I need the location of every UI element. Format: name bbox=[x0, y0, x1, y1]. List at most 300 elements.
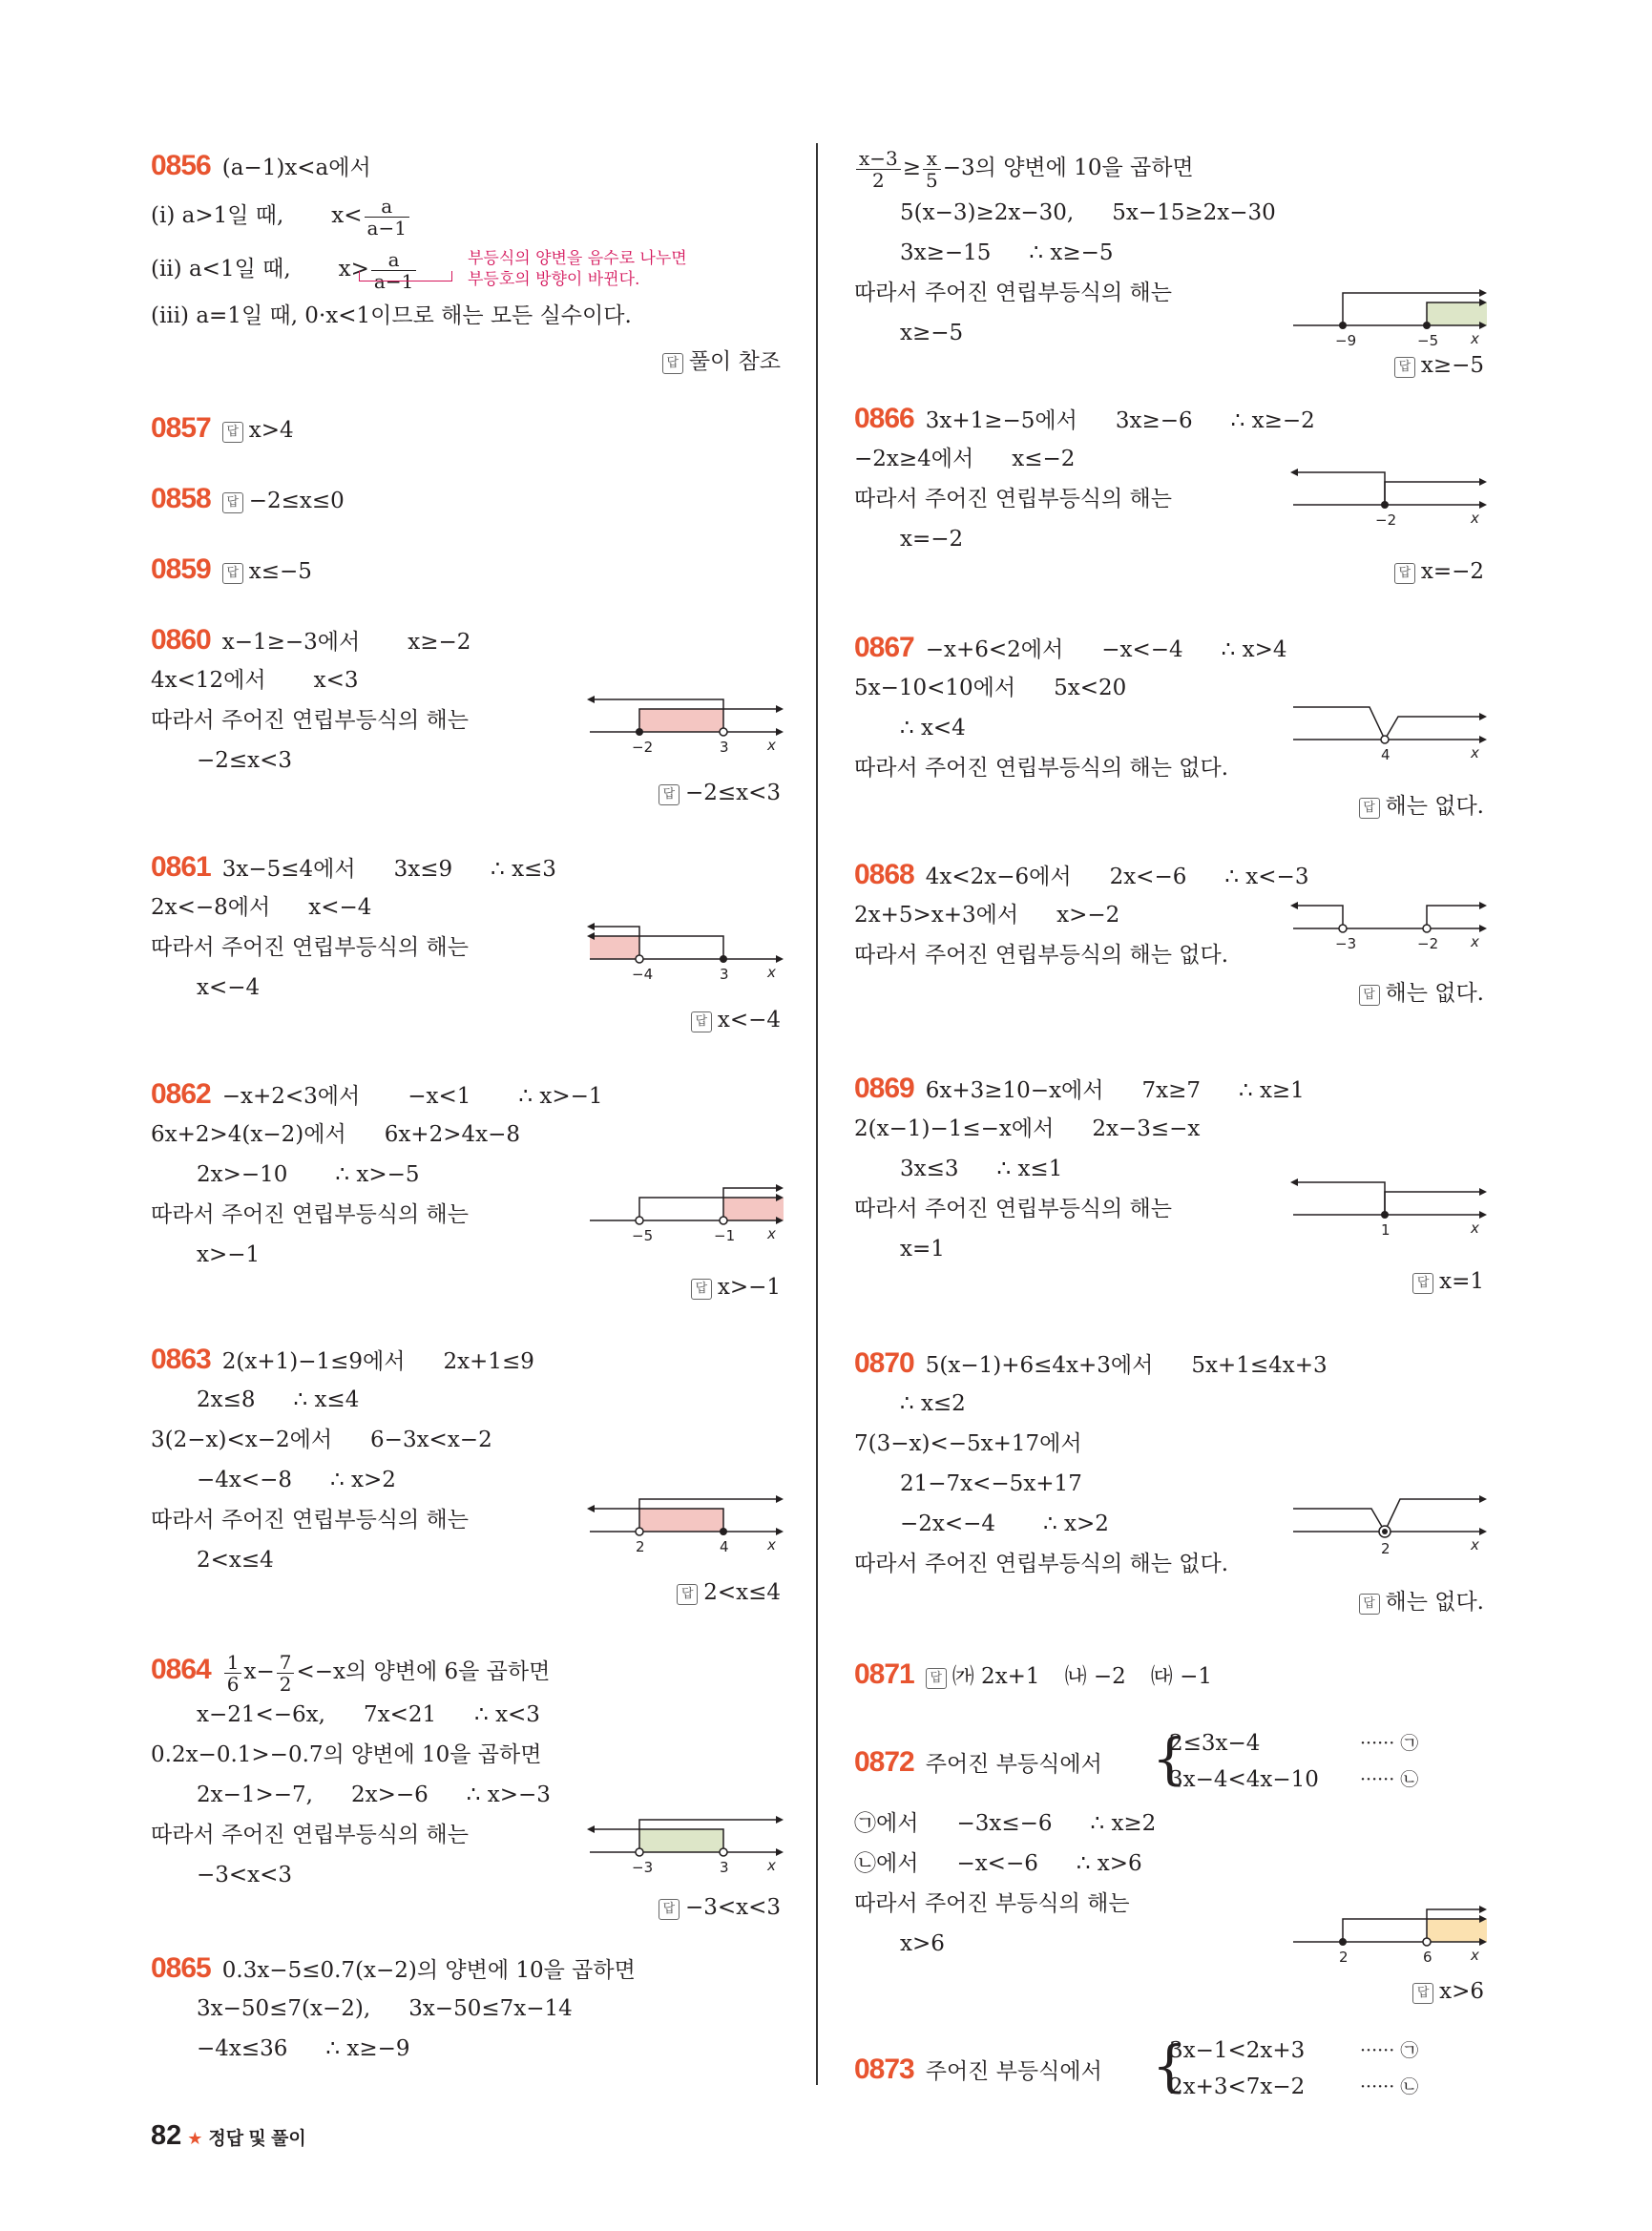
solution-shade bbox=[1427, 1919, 1487, 1942]
text: 7x<21 bbox=[363, 1702, 437, 1727]
tick-label: −2 bbox=[1375, 511, 1397, 529]
text: 21−7x<−5x+17 bbox=[900, 1471, 1082, 1496]
solution-shade bbox=[639, 709, 723, 732]
text: x>6 bbox=[900, 1931, 945, 1956]
problem-number: 0868 bbox=[854, 859, 914, 890]
tick-label: x bbox=[1471, 933, 1479, 950]
problem-0858 bbox=[151, 479, 781, 550]
text: 부등호의 방향이 바뀐다. bbox=[468, 270, 640, 289]
tick-label: 1 bbox=[1381, 1221, 1391, 1239]
text: −x<−6 bbox=[956, 1851, 1038, 1876]
problem-0860 bbox=[151, 620, 781, 836]
range-line bbox=[1293, 1509, 1385, 1532]
problem-0865-continued bbox=[854, 143, 1484, 399]
range-line bbox=[1385, 717, 1479, 740]
text: ㈏ −2 bbox=[1064, 1664, 1126, 1689]
text: ∴ x<−3 bbox=[1224, 865, 1309, 889]
problem-number: 0866 bbox=[854, 403, 914, 434]
number-line-svg bbox=[1293, 1903, 1484, 1970]
axis-arrow bbox=[1479, 925, 1487, 932]
text: x−21<−6x, bbox=[197, 1702, 325, 1727]
range-arrow bbox=[1479, 478, 1487, 486]
text: 3x−50≤7(x−2), bbox=[197, 1996, 371, 2021]
answer-icon: 답 bbox=[659, 784, 680, 805]
text: 2x+5>x+3에서 bbox=[854, 903, 1019, 928]
text: ∴ x>−1 bbox=[518, 1084, 603, 1109]
problem-number: 0865 bbox=[151, 1952, 211, 1984]
text: 2(x+1)−1≤9에서 bbox=[221, 1349, 406, 1374]
text: 2x+3<7x−2 bbox=[1169, 2075, 1306, 2099]
problem-0856 bbox=[151, 143, 781, 389]
solution-shade bbox=[723, 1198, 784, 1220]
text: 부등식의 양변을 음수로 나누면 bbox=[468, 249, 687, 268]
text: (ⅱ) a<1일 때, bbox=[151, 257, 291, 281]
text: −3의 양변에 10을 곱하면 bbox=[942, 156, 1194, 180]
text: 5(x−3)≥2x−30, bbox=[900, 200, 1075, 225]
text: x> bbox=[338, 257, 369, 281]
text: (a−1)x<a에서 bbox=[221, 156, 371, 180]
text: 2 bbox=[872, 168, 885, 192]
text: 6x+2>4(x−2)에서 bbox=[151, 1122, 346, 1147]
answer bbox=[677, 1580, 781, 1605]
solution-shade bbox=[1427, 302, 1487, 325]
answer-icon: 답 bbox=[222, 492, 243, 513]
page-footer bbox=[151, 2120, 306, 2152]
number-line-svg bbox=[1293, 889, 1484, 956]
text: 3x≤3 bbox=[900, 1157, 959, 1181]
text: 2≤3x−4 bbox=[1169, 1731, 1261, 1756]
note bbox=[468, 248, 687, 290]
text: 3(2−x)<x−2에서 bbox=[151, 1428, 333, 1452]
text: −x<−4 bbox=[1101, 637, 1183, 662]
text: x bbox=[923, 148, 941, 170]
text: x<3 bbox=[313, 668, 359, 693]
problem-0869 bbox=[854, 1069, 1484, 1334]
text: ∴ x≤3 bbox=[491, 857, 556, 882]
text: 따라서 주어진 부등식의 해는 bbox=[854, 1891, 1130, 1916]
text: x≤−5 bbox=[248, 559, 312, 584]
tick-label: 3 bbox=[720, 966, 729, 983]
text: ∴ x≤2 bbox=[900, 1391, 966, 1416]
number-line-svg bbox=[1293, 1176, 1484, 1242]
tick-label: x bbox=[767, 964, 776, 981]
number-line-svg bbox=[1293, 1492, 1484, 1559]
text: −x+6<2에서 bbox=[925, 637, 1064, 662]
text: 0.3x−5≤0.7(x−2)의 양변에 10을 곱하면 bbox=[221, 1958, 636, 1983]
open-point bbox=[1423, 1938, 1431, 1946]
tick-label: −3 bbox=[632, 1859, 654, 1876]
text: 0.2x−0.1>−0.7의 양변에 10을 곱하면 bbox=[151, 1742, 542, 1767]
range-line bbox=[1427, 906, 1479, 928]
text: ∴ x>−3 bbox=[466, 1783, 551, 1807]
problem-number: 0872 bbox=[854, 1746, 914, 1778]
number-line bbox=[1293, 1492, 1484, 1563]
answer-icon: 답 bbox=[1394, 563, 1415, 584]
text: ∴ x>−5 bbox=[335, 1162, 420, 1187]
text: ∴ x≥−2 bbox=[1230, 408, 1315, 433]
number-line bbox=[590, 920, 781, 990]
text: 5x−10<10에서 bbox=[854, 676, 1016, 700]
text: a−1 bbox=[373, 269, 414, 293]
problem-number: 0873 bbox=[854, 2054, 914, 2085]
text: a bbox=[365, 196, 409, 218]
problem-0864 bbox=[151, 1645, 781, 1949]
text: 3x−4<4x−10 bbox=[1169, 1767, 1319, 1792]
text: ㈎ 2x+1 bbox=[951, 1664, 1040, 1689]
text: ㈐ −1 bbox=[1150, 1664, 1213, 1689]
answer-icon: 답 bbox=[222, 563, 243, 584]
range-arrow bbox=[776, 1184, 784, 1192]
text: 6x+2>4x−8 bbox=[384, 1122, 520, 1147]
text: 따라서 주어진 연립부등식의 해는 bbox=[854, 281, 1172, 305]
text: 7x≥7 bbox=[1141, 1078, 1201, 1103]
tick-label: x bbox=[1471, 1536, 1479, 1553]
text: ∴ x>6 bbox=[1076, 1851, 1142, 1876]
number-line-svg bbox=[590, 693, 781, 760]
text: (ⅰ) a>1일 때, bbox=[151, 203, 284, 228]
answer bbox=[659, 781, 781, 805]
number-line bbox=[1293, 286, 1484, 357]
number-line bbox=[1293, 1903, 1484, 1973]
number-line-svg bbox=[590, 1181, 781, 1248]
range-arrow bbox=[1479, 1188, 1487, 1196]
tick-label: −5 bbox=[632, 1227, 654, 1244]
text: x=1 bbox=[1439, 1269, 1484, 1294]
text: ∴ x≥2 bbox=[1090, 1811, 1157, 1836]
text: x>4 bbox=[248, 418, 294, 443]
answer-icon: 답 bbox=[1359, 798, 1380, 819]
range-line bbox=[1293, 707, 1385, 740]
text: 2x≤8 bbox=[197, 1387, 256, 1412]
system-brace: { bbox=[1152, 1726, 1187, 1791]
text: ∴ x≥1 bbox=[1239, 1078, 1305, 1103]
text: 3x−50≤7x−14 bbox=[408, 1996, 573, 2021]
answer bbox=[1359, 1584, 1485, 1616]
text: ······ ㉡ bbox=[1360, 2076, 1419, 2097]
text: 2x>−6 bbox=[351, 1783, 429, 1807]
answer-icon: 답 bbox=[926, 1668, 947, 1689]
problem-number: 0861 bbox=[151, 851, 211, 883]
star-icon: ★ bbox=[187, 2129, 203, 2148]
text: ≥ bbox=[902, 156, 922, 180]
text: x>−1 bbox=[197, 1242, 261, 1267]
text: a−1 bbox=[366, 216, 407, 240]
text: 따라서 주어진 연립부등식의 해는 bbox=[151, 1508, 469, 1533]
tick-label: −9 bbox=[1335, 332, 1357, 349]
range-arrow bbox=[776, 1816, 784, 1824]
answer-icon: 답 bbox=[222, 422, 243, 443]
axis-arrow bbox=[776, 1528, 784, 1535]
fraction bbox=[923, 148, 941, 191]
tick-label: −3 bbox=[1335, 935, 1357, 952]
text: ······ ㉠ bbox=[1360, 1733, 1419, 1754]
fraction bbox=[365, 196, 409, 239]
open-point bbox=[1423, 925, 1431, 932]
axis-arrow bbox=[1479, 1211, 1487, 1219]
number-line bbox=[590, 1492, 781, 1563]
number-line-svg bbox=[590, 1813, 781, 1880]
answer bbox=[1412, 1269, 1484, 1294]
problem-number: 0867 bbox=[854, 632, 914, 663]
tick-label: 6 bbox=[1423, 1949, 1432, 1966]
tick-label: x bbox=[767, 1225, 776, 1242]
answer bbox=[1394, 559, 1484, 584]
axis-arrow bbox=[776, 728, 784, 736]
open-point bbox=[720, 1848, 727, 1856]
answer bbox=[1412, 1979, 1484, 2004]
text: 3x−1<2x+3 bbox=[1169, 2038, 1306, 2063]
number-line-svg bbox=[590, 1492, 781, 1559]
closed-point bbox=[636, 728, 643, 736]
problem-0857 bbox=[151, 408, 781, 479]
text: −2≤x<3 bbox=[197, 748, 293, 773]
text: ∴ x<4 bbox=[900, 716, 966, 740]
text: ······ ㉠ bbox=[1360, 2040, 1419, 2061]
tick-label: −2 bbox=[1417, 935, 1439, 952]
text: −2≤x<3 bbox=[684, 781, 781, 805]
tick-label: 2 bbox=[1381, 1540, 1391, 1557]
problem-number: 0871 bbox=[854, 1658, 914, 1690]
open-point bbox=[636, 1528, 643, 1535]
answer-icon: 답 bbox=[1412, 1983, 1433, 2004]
text: 2 bbox=[279, 1672, 292, 1696]
text: x>−2 bbox=[1056, 903, 1120, 928]
number-line bbox=[590, 693, 781, 763]
answer-icon: 답 bbox=[691, 1279, 712, 1300]
text: 3x−5≤4에서 bbox=[221, 857, 356, 882]
problem-0870 bbox=[854, 1344, 1484, 1655]
text: 따라서 주어진 연립부등식의 해는 bbox=[151, 708, 469, 733]
text: 5x−15≥2x−30 bbox=[1112, 200, 1276, 225]
text: 따라서 주어진 연립부등식의 해는 bbox=[151, 935, 469, 960]
text: x−3 bbox=[856, 148, 901, 170]
text: −3<x<3 bbox=[684, 1895, 781, 1920]
problem-0873 bbox=[854, 2031, 1484, 2116]
text: x=1 bbox=[900, 1237, 945, 1261]
open-point bbox=[636, 1848, 643, 1856]
answer-icon: 답 bbox=[1359, 1594, 1380, 1615]
text: x<−4 bbox=[717, 1008, 781, 1032]
text: ㉡에서 bbox=[854, 1851, 919, 1876]
problem-number: 0859 bbox=[151, 553, 211, 585]
problem-number: 0858 bbox=[151, 483, 211, 514]
closed-point bbox=[720, 955, 727, 963]
tick-label: −2 bbox=[632, 739, 654, 756]
text: 3x≤9 bbox=[393, 857, 453, 882]
solution-shade bbox=[639, 1509, 723, 1532]
problem-0865 bbox=[151, 1949, 781, 2073]
number-line bbox=[1293, 700, 1484, 771]
answer bbox=[662, 344, 781, 375]
text: 4x<12에서 bbox=[151, 668, 266, 693]
problem-0871 bbox=[854, 1655, 1484, 1723]
text: ∴ x≥−9 bbox=[325, 2036, 410, 2061]
answer-icon: 답 bbox=[691, 1011, 712, 1032]
range-arrow bbox=[1479, 1495, 1487, 1503]
answer-icon: 답 bbox=[662, 353, 683, 374]
solution-shade bbox=[639, 1829, 723, 1852]
number-line bbox=[590, 1813, 781, 1884]
text: 6x+3≥10−x에서 bbox=[925, 1078, 1104, 1103]
text: 5x+1≤4x+3 bbox=[1191, 1353, 1328, 1378]
answer bbox=[1359, 975, 1485, 1007]
text: ∴ x>4 bbox=[1221, 637, 1287, 662]
problem-number: 0864 bbox=[151, 1654, 211, 1685]
number-line-svg bbox=[590, 920, 781, 987]
text: 3x≥−15 bbox=[900, 240, 992, 265]
text: <−x의 양변에 6을 곱하면 bbox=[296, 1659, 551, 1684]
open-point bbox=[636, 1217, 643, 1224]
left-column bbox=[151, 143, 781, 2073]
note-bracket bbox=[359, 271, 452, 281]
problem-0872 bbox=[854, 1723, 1484, 2021]
range-arrow bbox=[1479, 1906, 1487, 1913]
tick-label: 2 bbox=[636, 1538, 645, 1555]
text: ······ ㉡ bbox=[1360, 1769, 1419, 1790]
number-line-svg bbox=[1293, 286, 1484, 353]
tick-label: x bbox=[1471, 510, 1479, 527]
open-point bbox=[720, 728, 727, 736]
tick-label: 3 bbox=[720, 1859, 729, 1876]
answer bbox=[691, 1008, 781, 1032]
problem-0868 bbox=[854, 855, 1484, 1044]
fraction bbox=[224, 1652, 242, 1695]
text: x≥−2 bbox=[408, 630, 471, 655]
axis-arrow bbox=[1479, 1528, 1487, 1535]
text: 해는 없다. bbox=[1385, 794, 1484, 819]
tick-label: x bbox=[767, 737, 776, 754]
closed-point bbox=[1381, 1211, 1389, 1219]
system-brace: { bbox=[1152, 2033, 1187, 2098]
answer-icon: 답 bbox=[1412, 1273, 1433, 1294]
problem-number: 0869 bbox=[854, 1073, 914, 1104]
text: 따라서 주어진 연립부등식의 해는 bbox=[854, 487, 1172, 511]
text: ∴ x≤1 bbox=[996, 1157, 1063, 1181]
answer bbox=[1359, 788, 1485, 820]
axis-arrow bbox=[776, 1848, 784, 1856]
tick-label: −1 bbox=[714, 1227, 736, 1244]
answer-icon: 답 bbox=[659, 1899, 680, 1920]
text: x− bbox=[243, 1659, 275, 1684]
open-point bbox=[1381, 736, 1389, 743]
open-point bbox=[636, 955, 643, 963]
tick-label: 3 bbox=[720, 739, 729, 756]
footer-label: 정답 및 풀이 bbox=[208, 2129, 306, 2149]
problem-number: 0863 bbox=[151, 1344, 211, 1375]
range-line bbox=[1298, 472, 1385, 505]
text: ∴ x>2 bbox=[330, 1468, 396, 1492]
range-line bbox=[1385, 1192, 1479, 1215]
tick-label: x bbox=[1471, 1947, 1479, 1964]
answer-icon: 답 bbox=[677, 1584, 698, 1605]
text: 1 bbox=[224, 1652, 242, 1674]
tick-label: 2 bbox=[1339, 1949, 1349, 1966]
text: x=−2 bbox=[1420, 559, 1484, 584]
range-line bbox=[1385, 482, 1479, 505]
text: 해는 없다. bbox=[1385, 1590, 1484, 1615]
range-arrow bbox=[1479, 289, 1487, 297]
text: −x+2<3에서 bbox=[221, 1084, 361, 1109]
text: x< bbox=[331, 203, 363, 228]
text: 6−3x<x−2 bbox=[370, 1428, 492, 1452]
range-line bbox=[1298, 906, 1343, 928]
text: 4x<2x−6에서 bbox=[925, 865, 1072, 889]
axis-arrow bbox=[1479, 501, 1487, 509]
text: 따라서 주어진 연립부등식의 해는 없다. bbox=[854, 1552, 1229, 1576]
range-line bbox=[1298, 1182, 1385, 1215]
tick-label: x bbox=[1471, 1220, 1479, 1237]
text: 6 bbox=[226, 1672, 240, 1696]
text: x=−2 bbox=[900, 527, 964, 552]
text: ∴ x>2 bbox=[1043, 1512, 1109, 1536]
problem-number: 0856 bbox=[151, 150, 211, 181]
number-line bbox=[1293, 889, 1484, 960]
text: −4x≤36 bbox=[197, 2036, 288, 2061]
text: ∴ x≥−5 bbox=[1029, 240, 1114, 265]
range-arrow bbox=[1479, 902, 1487, 909]
text: 5(x−1)+6≤4x+3에서 bbox=[925, 1353, 1154, 1378]
problem-0859 bbox=[151, 550, 781, 620]
text: 7 bbox=[277, 1652, 295, 1674]
tick-label: x bbox=[767, 1536, 776, 1553]
answer-icon: 답 bbox=[1394, 357, 1415, 378]
column-divider bbox=[816, 143, 818, 2085]
text: −3<x<3 bbox=[197, 1863, 293, 1887]
text: 주어진 부등식에서 bbox=[925, 1752, 1102, 1777]
axis-arrow bbox=[776, 955, 784, 963]
text: x−1≥−3에서 bbox=[221, 630, 361, 655]
problem-0867 bbox=[854, 628, 1484, 855]
text: 3x≥−6 bbox=[1115, 408, 1193, 433]
tick-label: 4 bbox=[1381, 746, 1391, 763]
number-line bbox=[1293, 1176, 1484, 1246]
problem-number: 0862 bbox=[151, 1078, 211, 1110]
text: 2x>−10 bbox=[197, 1162, 288, 1187]
tick-label: x bbox=[1471, 330, 1479, 347]
text: 해는 없다. bbox=[1385, 981, 1484, 1006]
range-arrow bbox=[776, 1495, 784, 1503]
text: x≤−2 bbox=[1012, 447, 1076, 471]
text: ∴ x≤4 bbox=[293, 1387, 360, 1412]
problem-0861 bbox=[151, 847, 781, 1074]
text: 주어진 부등식에서 bbox=[925, 2059, 1102, 2084]
text: a bbox=[371, 249, 416, 271]
text: x<−4 bbox=[197, 975, 261, 1000]
problem-number: 0860 bbox=[151, 624, 211, 656]
text: 5 bbox=[926, 168, 938, 192]
text: x<−4 bbox=[308, 895, 372, 920]
text: 따라서 주어진 연립부등식의 해는 bbox=[151, 1823, 469, 1847]
text: 2x<−8에서 bbox=[151, 895, 271, 920]
problem-number: 0870 bbox=[854, 1347, 914, 1379]
tick-label: 4 bbox=[720, 1538, 729, 1555]
text: −2x<−4 bbox=[900, 1512, 996, 1536]
number-line bbox=[1293, 466, 1484, 536]
solution-shade bbox=[590, 936, 639, 959]
problem-0863 bbox=[151, 1340, 781, 1645]
open-point bbox=[720, 1217, 727, 1224]
closed-point bbox=[1382, 1529, 1388, 1534]
tick-label: −4 bbox=[632, 966, 654, 983]
text: 2<x≤4 bbox=[197, 1548, 274, 1573]
text: 따라서 주어진 연립부등식의 해는 없다. bbox=[854, 756, 1229, 781]
tick-label: −5 bbox=[1417, 332, 1439, 349]
text: (ⅲ) a=1일 때, 0·x<1이므로 해는 모든 실수이다. bbox=[151, 303, 632, 328]
closed-point bbox=[1339, 1938, 1347, 1946]
text: x>6 bbox=[1439, 1979, 1484, 2004]
closed-point bbox=[1339, 322, 1347, 329]
text: −4x<−8 bbox=[197, 1468, 293, 1492]
